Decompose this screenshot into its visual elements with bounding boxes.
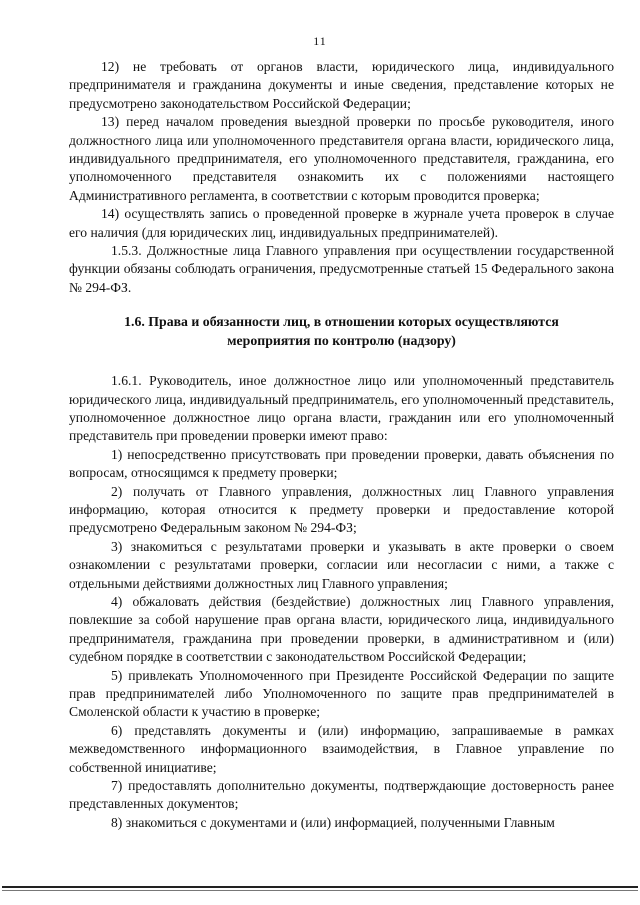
- paragraph-item-12: 12) не требовать от органов власти, юридического лица, индивидуального предпринимателя и гражданина документы и иные сведения, представление которых не предусмотрено законодательством Российской Федерации;: [69, 59, 614, 111]
- paragraph-1-5-3: 1.5.3. Должностные лица Главного управления при осуществлении государственной функции обязаны соблюдать ограничения, предусмотренные статьей 15 Федерального закона № 294-ФЗ.: [69, 243, 614, 295]
- list-item-2: 2) получать от Главного управления, должностных лиц Главного управления информацию, которая относится к предмету проверки и предоставление которой предусмотрено Федеральным законом № 294-ФЗ;: [69, 483, 614, 536]
- list-item-5: 5) привлекать Уполномоченного при Президенте Российской Федерации по защите прав предпринимателей либо Уполномоченного по защите прав предпринимателей в Смоленской области к участию в проверке;: [69, 667, 614, 720]
- section-heading-line-2: мероприятия по контролю (надзору): [227, 332, 456, 348]
- page-bottom-rule: [2, 886, 638, 888]
- section-heading-line-1: 1.6. Права и обязанности лиц, в отношении которых осуществляются: [124, 314, 559, 330]
- paragraph-1-6-1: 1.6.1. Руководитель, иное должностное лицо или уполномоченный представитель юридического лица, индивидуальный предприниматель, его уполномоченный представитель, уполномоченное должностное лицо органа власти, гражданин или его уполномоченный представитель при проведении проверки имеют право:: [69, 373, 614, 444]
- list-item-6: 6) представлять документы и (или) информацию, запрашиваемые в рамках межведомственного информационного взаимодействия, в Главное управление по собственной инициативе;: [69, 722, 614, 775]
- list-item-7: 7) предоставлять дополнительно документы, подтверждающие достоверность ранее представленных документов;: [69, 778, 614, 812]
- paragraph-item-13: 13) перед началом проведения выездной проверки по просьбе руководителя, иного должностного лица или уполномоченного представителя органа власти, юридического лица, индивидуального предпринимателя, его уполномоченного представителя, гражданина, его уполномоченного представителя ознакомить их с положениями настоящего Административного регламента, в соответствии с которым проводится проверка;: [69, 114, 614, 203]
- page-number: 11: [313, 34, 327, 48]
- section-heading: [69, 313, 614, 350]
- document-body: [69, 58, 614, 832]
- list-item-4: 4) обжаловать действия (бездействие) должностных лиц Главного управления, повлекшие за собой нарушение прав органа власти, юридического лица, индивидуального предпринимателя, гражданина при проведении проверки, в административном и (или) судебном порядке в соответствии с законодательством Российской Федерации;: [69, 593, 614, 665]
- list-item-8: 8) знакомиться с документами и (или) информацией, полученными Главным: [111, 814, 555, 830]
- list-item-1: 1) непосредственно присутствовать при проведении проверки, давать объяснения по вопросам, относящимся к предмету проверки;: [69, 446, 614, 481]
- page-bottom-rule-shadow: [2, 890, 638, 891]
- paragraph-item-14: 14) осуществлять запись о проведенной проверке в журнале учета проверок в случае его наличия (для юридических лиц, индивидуальных предпринимателей).: [69, 206, 614, 240]
- list-item-3: 3) знакомиться с результатами проверки и указывать в акте проверки о своем ознакомлении с результатами проверки, согласии или несогласии с ними, а также с отдельными действиями должностных лиц Главного управления;: [69, 538, 614, 591]
